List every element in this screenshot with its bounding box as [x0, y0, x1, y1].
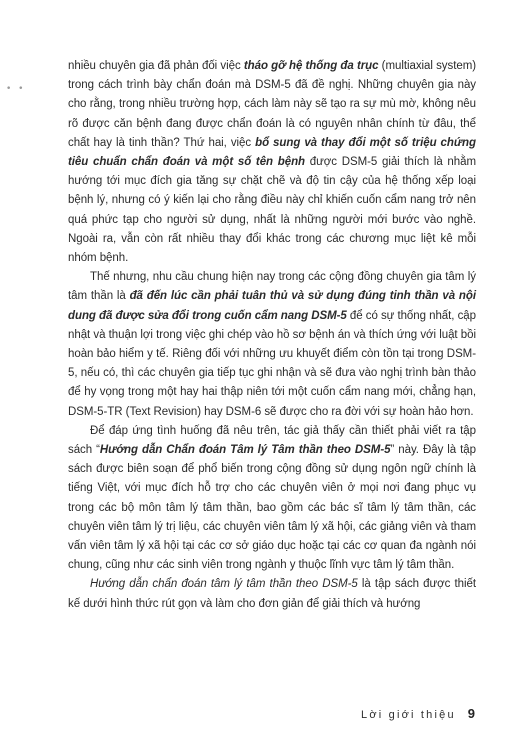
paragraph-2: [68, 268, 476, 422]
paragraph-3: [68, 422, 476, 576]
emphasis-run: bổ sung và thay đổi một số triệu chứng tiêu chuẩn chẩn đoán và một số tên bệnh: [68, 136, 476, 169]
paragraph-4: [68, 575, 476, 613]
emphasis-run: đã đến lúc cần phải tuân thủ và sử dụng đúng tinh thần và nội dung đã được sửa đổi trong cuốn cẩm nang DSM-5: [68, 290, 476, 322]
page-footer: [361, 706, 475, 721]
page-number: 9: [467, 706, 475, 721]
text-run: được DSM-5 giải thích là nhằm hướng tới mục đích gia tăng sự chặt chẽ và độ tin cậy của hệ thống xếp loại bệnh lý, nhưng có ý kiến lại cho rằng điều này chỉ khiến cuốn cẩm nang trở nên quá phức tạp cho người sử dụng, nhất là những người mới bước vào nghề. Ngoài ra, vẫn còn rất nhiều thay đổi khác trong các chương mục liệt kê mỗi nhóm bệnh.: [68, 156, 477, 265]
emphasis-run: tháo gỡ hệ thống đa trục: [243, 60, 379, 72]
book-title-run: Hướng dẫn Chẩn đoán Tâm lý Tâm thần theo DSM-5: [99, 444, 391, 457]
text-run: ” này. Đây là tập sách được biên soạn để phổ biến trong cộng đồng sử dụng ngôn ngữ chính là tiếng Việt, với mục đích hỗ trợ cho các chuyên viên ở mọi nơi đang phục vụ trong các bộ môn tâm lý tâm thần, bao gồm các bác sĩ tâm lý tâm thần, các chuyên viên tâm lý trị liệu, các chuyên viên tâm lý xã hội, các giảng viên và tham vấn viên tâm lý xã hội tại các cơ sở giáo dục hoặc tại các cơ quan đa ngành nói chung, cũng như các sinh viên trong ngành y thuộc lĩnh vực tâm lý tâm thần.: [68, 444, 477, 572]
margin-mark: • •: [6, 84, 26, 94]
book-title-italic-run: Hướng dẫn chẩn đoán tâm lý tâm thần theo DSM-5: [90, 578, 358, 591]
text-run: Thế nhưng, nhu cầu chung hiện nay trong các cộng đồng chuyên gia tâm lý tâm thần là: [68, 271, 476, 303]
text-run: nhiều chuyên gia đã phản đối việc: [68, 60, 244, 72]
text-run: là tập sách được thiết kế dưới hình thức rút gọn và làm cho đơn giản để giải thích và hướng: [68, 578, 476, 610]
page-body-text: [68, 57, 476, 614]
text-run: Để đáp ứng tình huống đã nêu trên, tác giả thấy cần thiết phải viết ra tập sách “: [68, 424, 476, 457]
text-run: để có sự thống nhất, cập nhật và thuận lợi trong việc ghi chép vào hồ sơ bệnh án và thích ứng với luật bồi hoàn bảo hiểm y tế. Riêng đối với những ưu khuyết điểm còn tồn tại trong DSM-5, nếu có, thì các chuyên gia tiếp tục ghi nhận và sẽ đưa vào nghị trình bàn thảo để hy vọng trong một hay hai thập niên tới một cuốn cẩm nang mới, chẳng hạn, DSM-5-TR (Text Revision) hay DSM-6 sẽ được cho ra đời với sự hoàn hảo hơn.: [68, 309, 476, 418]
running-footer-title: Lời giới thiệu: [361, 709, 456, 721]
text-run: (multiaxial system) trong cách trình bày chẩn đoán mà DSM-5 đã đề nghị. Những chuyên gia này cho rằng, trong nhiều trường hợp, cách làm này sẽ tạo ra sự mù mờ, không nêu rõ được căn bệnh đang được chẩn đoán là có nguyên nhân chính từ đâu, thể chất hay là tinh thần? Thứ hai, việc: [68, 60, 476, 149]
paragraph-1: [68, 57, 476, 268]
